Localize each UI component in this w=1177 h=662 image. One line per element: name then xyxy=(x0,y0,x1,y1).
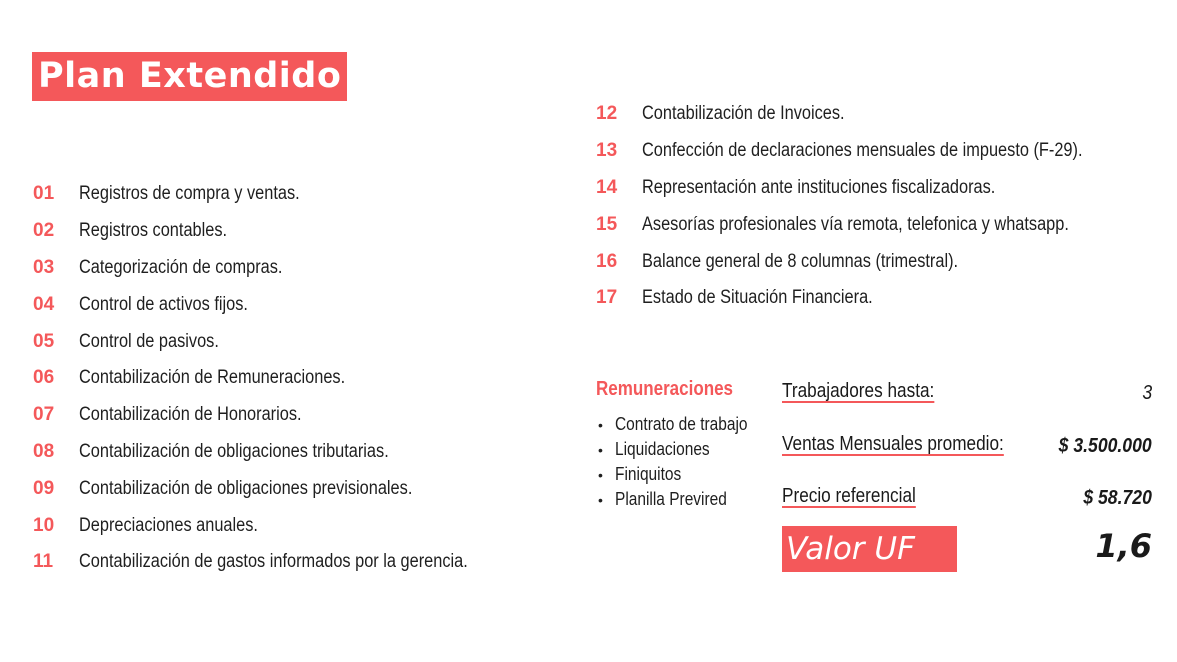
service-text: Control de activos fijos. xyxy=(79,293,248,315)
remuneraciones-item-text: Liquidaciones xyxy=(615,439,710,459)
service-item xyxy=(596,280,1154,317)
remuneraciones-item xyxy=(598,412,769,437)
remuneraciones-heading: Remuneraciones xyxy=(596,378,733,400)
service-item xyxy=(596,170,1154,207)
service-item xyxy=(33,360,531,397)
service-number: 11 xyxy=(33,551,54,573)
services-list-left xyxy=(33,176,531,581)
plan-title: Plan Extendido xyxy=(38,56,342,96)
service-text: Asesorías profesionales vía remota, telefonica y whatsapp. xyxy=(642,213,1069,235)
service-number: 07 xyxy=(33,404,55,426)
remuneraciones-list xyxy=(598,412,769,512)
bullet-icon: • xyxy=(598,491,603,508)
service-item xyxy=(33,286,531,323)
service-number: 05 xyxy=(33,330,55,352)
sales-row xyxy=(782,433,1152,463)
bullet-icon: • xyxy=(598,416,603,433)
remuneraciones-item-text: Contrato de trabajo xyxy=(615,414,748,434)
service-number: 02 xyxy=(33,220,55,242)
service-number: 15 xyxy=(596,213,618,235)
service-number: 12 xyxy=(596,103,618,125)
uf-label-banner xyxy=(782,526,957,572)
remuneraciones-item xyxy=(598,437,769,462)
bullet-icon: • xyxy=(598,441,603,458)
service-text: Contabilización de obligaciones previsionales. xyxy=(79,477,413,499)
service-text: Contabilización de gastos informados por la gerencia. xyxy=(79,551,468,573)
service-number: 03 xyxy=(33,256,55,278)
remuneraciones-item xyxy=(598,487,769,512)
service-text: Representación ante instituciones fiscalizadoras. xyxy=(642,176,996,198)
workers-value: 3 xyxy=(1142,382,1152,404)
service-text: Registros de compra y ventas. xyxy=(79,183,300,205)
service-number: 10 xyxy=(33,514,55,536)
price-label: Precio referencial xyxy=(782,485,916,507)
services-list-right xyxy=(596,96,1154,317)
sales-label: Ventas Mensuales promedio: xyxy=(782,433,1004,455)
service-item xyxy=(596,243,1154,280)
service-text: Contabilización de Remuneraciones. xyxy=(79,367,346,389)
service-text: Balance general de 8 columnas (trimestral). xyxy=(642,250,959,272)
service-number: 13 xyxy=(596,140,618,162)
service-item xyxy=(33,213,531,250)
service-item xyxy=(33,176,531,213)
service-item xyxy=(33,250,531,287)
service-item xyxy=(596,133,1154,170)
service-item xyxy=(33,507,531,544)
service-item xyxy=(33,470,531,507)
workers-row xyxy=(782,380,1152,410)
service-text: Confección de declaraciones mensuales de impuesto (F-29). xyxy=(642,140,1083,162)
price-value: $ 58.720 xyxy=(1083,487,1152,509)
uf-value: 1,6 xyxy=(1095,527,1152,565)
remuneraciones-item xyxy=(598,462,769,487)
service-number: 01 xyxy=(33,183,55,205)
workers-label: Trabajadores hasta: xyxy=(782,380,935,402)
uf-label: Valor UF xyxy=(786,530,915,567)
service-item xyxy=(33,434,531,471)
remuneraciones-item-text: Planilla Previred xyxy=(615,489,727,509)
remuneraciones-item-text: Finiquitos xyxy=(615,464,682,484)
service-item xyxy=(33,544,531,581)
service-number: 14 xyxy=(596,176,618,198)
service-text: Registros contables. xyxy=(79,220,228,242)
service-text: Depreciaciones anuales. xyxy=(79,514,258,536)
service-item xyxy=(596,206,1154,243)
service-text: Contabilización de Honorarios. xyxy=(79,404,302,426)
service-number: 06 xyxy=(33,367,55,389)
sales-value: $ 3.500.000 xyxy=(1059,435,1152,457)
service-text: Control de pasivos. xyxy=(79,330,219,352)
plan-title-banner xyxy=(32,52,347,101)
service-text: Categorización de compras. xyxy=(79,256,283,278)
bullet-icon: • xyxy=(598,466,603,483)
service-number: 08 xyxy=(33,440,55,462)
service-item xyxy=(33,397,531,434)
price-row xyxy=(782,485,1152,515)
service-text: Contabilización de Invoices. xyxy=(642,103,845,125)
service-text: Estado de Situación Financiera. xyxy=(642,287,873,309)
service-number: 17 xyxy=(596,287,618,309)
service-item xyxy=(33,323,531,360)
service-number: 16 xyxy=(596,250,618,272)
service-item xyxy=(596,96,1154,133)
service-number: 09 xyxy=(33,477,55,499)
service-text: Contabilización de obligaciones tributarias. xyxy=(79,440,389,462)
service-number: 04 xyxy=(33,293,55,315)
